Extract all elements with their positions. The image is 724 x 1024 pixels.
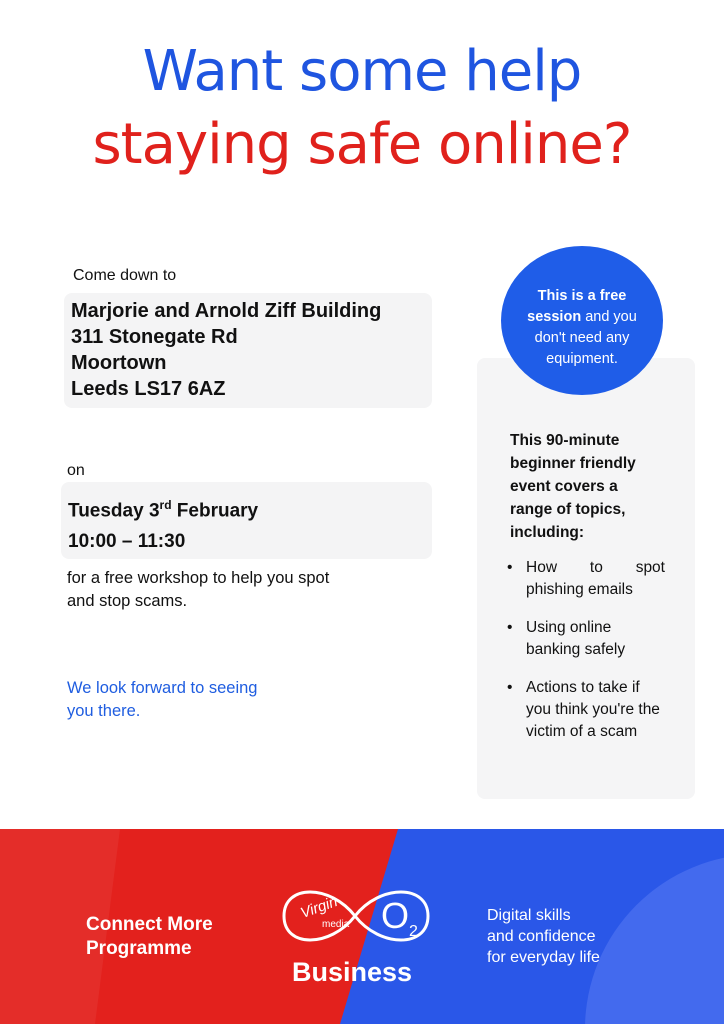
venue-intro: Come down to — [73, 267, 177, 284]
business-wordmark: Business — [292, 957, 413, 987]
purpose-text: for a free workshop to help you spot and stop scams. — [67, 569, 330, 610]
topic-item: • Actions to take if you think you're the victim of a scam — [507, 679, 660, 740]
topic-item: • Using online banking safely — [507, 619, 626, 658]
venue-line: 311 Stonegate Rd — [71, 326, 238, 348]
programme-name: Connect More Programme — [86, 914, 213, 959]
o2-logo-text: $O_2$ — [381, 895, 418, 941]
date-time-box — [61, 482, 432, 559]
panel-intro: This 90-minute beginner friendly event covers a range of topics, including: — [510, 432, 636, 541]
bullet-icon: • — [507, 559, 513, 576]
venue-line: Moortown — [71, 352, 167, 374]
topics-panel — [477, 358, 695, 799]
venue-line: Marjorie and Arnold Ziff Building — [71, 300, 382, 322]
media-logo-text: media — [322, 919, 350, 930]
footer-tagline: Digital skills and confidence for everyday life — [487, 907, 600, 966]
bullet-icon: • — [507, 619, 513, 636]
headline-line-1: Want some help — [142, 39, 582, 104]
topic-item: • How to spot phishing emails — [507, 559, 665, 598]
event-date: Tuesday 3rd February — [68, 498, 259, 522]
headline-line-2: staying safe online? — [92, 112, 632, 177]
virgin-logo-text: Virgin — [298, 892, 340, 923]
date-intro: on — [67, 462, 85, 479]
venue-line: Leeds LS17 6AZ — [71, 378, 226, 400]
venue-address-box — [64, 293, 432, 408]
closing-text: We look forward to seeing you there. — [67, 679, 258, 720]
event-time: 10:00 – 11:30 — [68, 531, 186, 552]
bullet-icon: • — [507, 679, 513, 696]
footer-banner — [0, 829, 724, 1024]
free-session-badge: This is a free session and you don't need any equipment. — [501, 246, 663, 395]
